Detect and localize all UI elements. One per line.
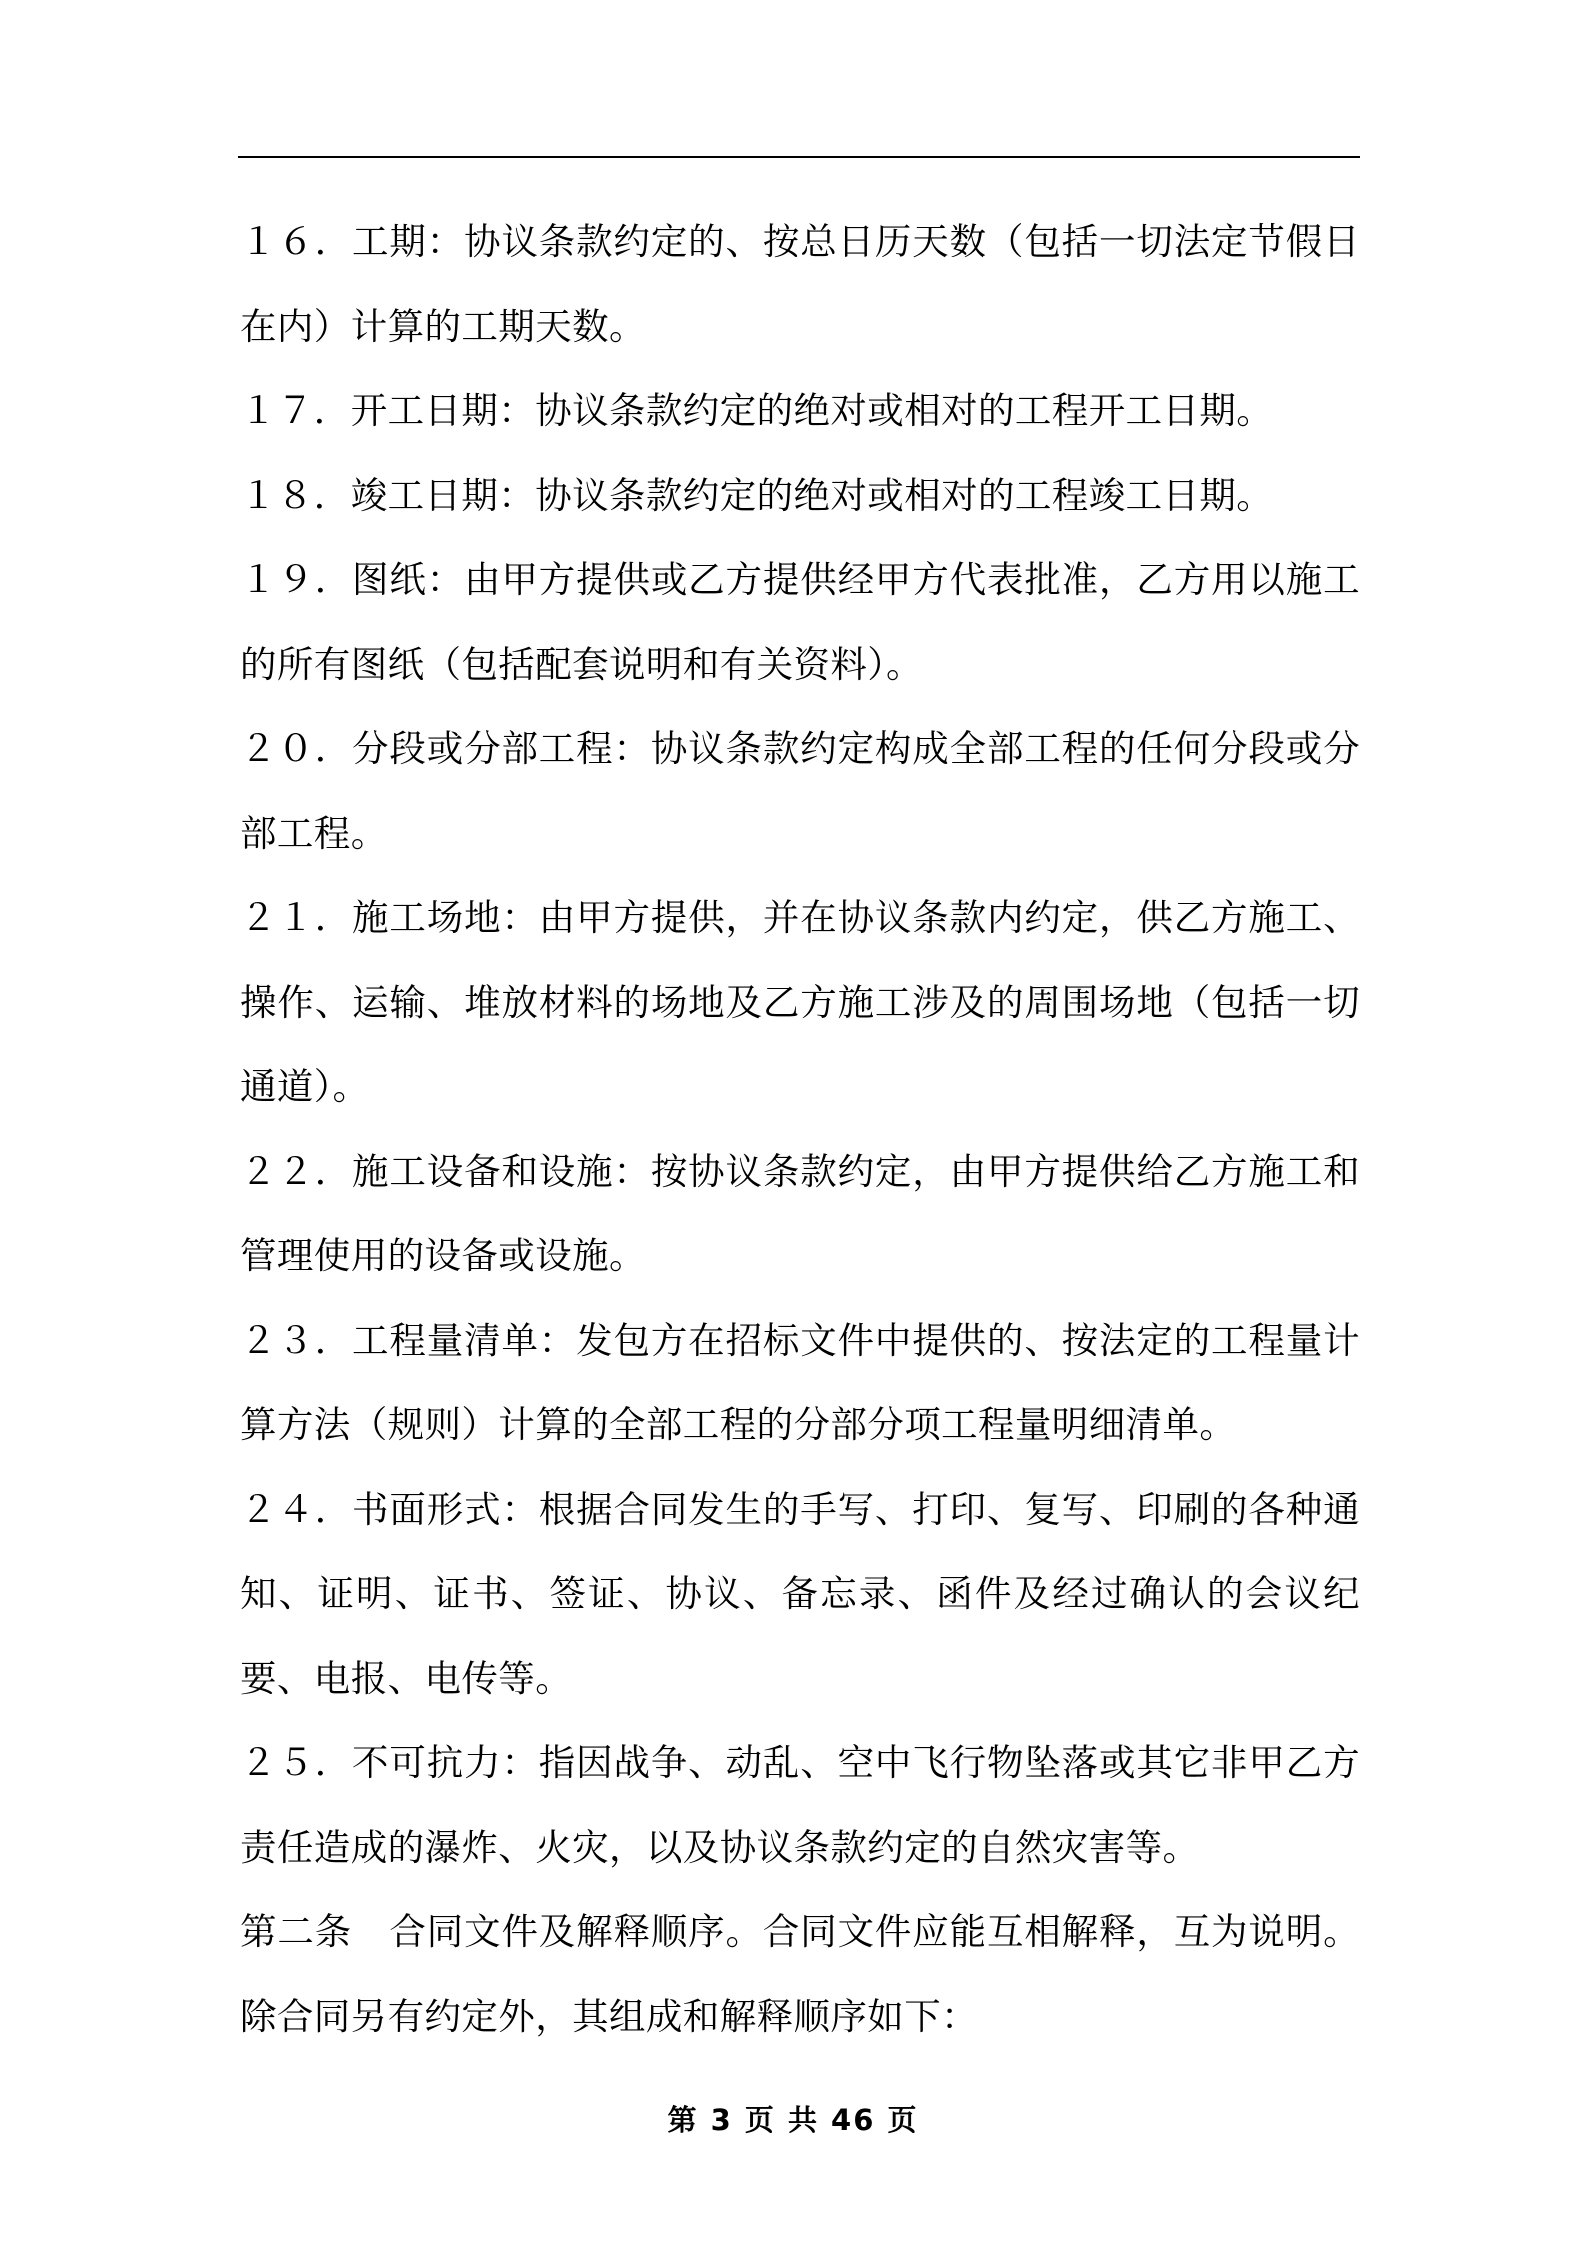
clause-21-site: ２１．施工场地：由甲方提供，并在协议条款内约定，供乙方施工、操作、运输、堆放材料的场地及乙方施工涉及的周围场地（包括一切通道）。: [240, 896, 1360, 1108]
clause-25-force-majeure: ２５．不可抗力：指因战争、动乱、空中飞行物坠落或其它非甲乙方责任造成的瀑炸、火灾，以及协议条款约定的自然灾害等。: [240, 1741, 1360, 1869]
clause-22-equipment: ２２．施工设备和设施：按协议条款约定，由甲方提供给乙方施工和管理使用的设备或设施。: [240, 1149, 1360, 1277]
article-2-contract-documents: 第二条 合同文件及解释顺序。合同文件应能互相解释，互为说明。除合同另有约定外，其组成和解释顺序如下：: [240, 1910, 1360, 2038]
clause-20-sections: ２０．分段或分部工程：协议条款约定构成全部工程的任何分段或分部工程。: [240, 727, 1360, 855]
clause-23-bill-of-quantities: ２３．工程量清单：发包方在招标文件中提供的、按法定的工程量计算方法（规则）计算的全部工程的分部分项工程量明细清单。: [240, 1318, 1360, 1446]
clause-16-duration: １６．工期：协议条款约定的、按总日历天数（包括一切法定节假日在内）计算的工期天数。: [240, 220, 1360, 348]
clause-24-written-form: ２４．书面形式：根据合同发生的手写、打印、复写、印刷的各种通知、证明、证书、签证、协议、备忘录、函件及经过确认的会议纪要、电报、电传等。: [240, 1487, 1360, 1700]
header-rule: [238, 156, 1360, 158]
clause-18-completion-date: １８．竣工日期：协议条款约定的绝对或相对的工程竣工日期。: [240, 473, 1274, 517]
page-number-footer: 第 3 页 共 46 页: [667, 2103, 919, 2137]
document-body: [240, 200, 1360, 2059]
clause-19-drawings: １９．图纸：由甲方提供或乙方提供经甲方代表批准，乙方用以施工的所有图纸（包括配套说明和有关资料）。: [240, 558, 1360, 686]
clause-17-start-date: １７．开工日期：协议条款约定的绝对或相对的工程开工日期。: [240, 389, 1274, 432]
